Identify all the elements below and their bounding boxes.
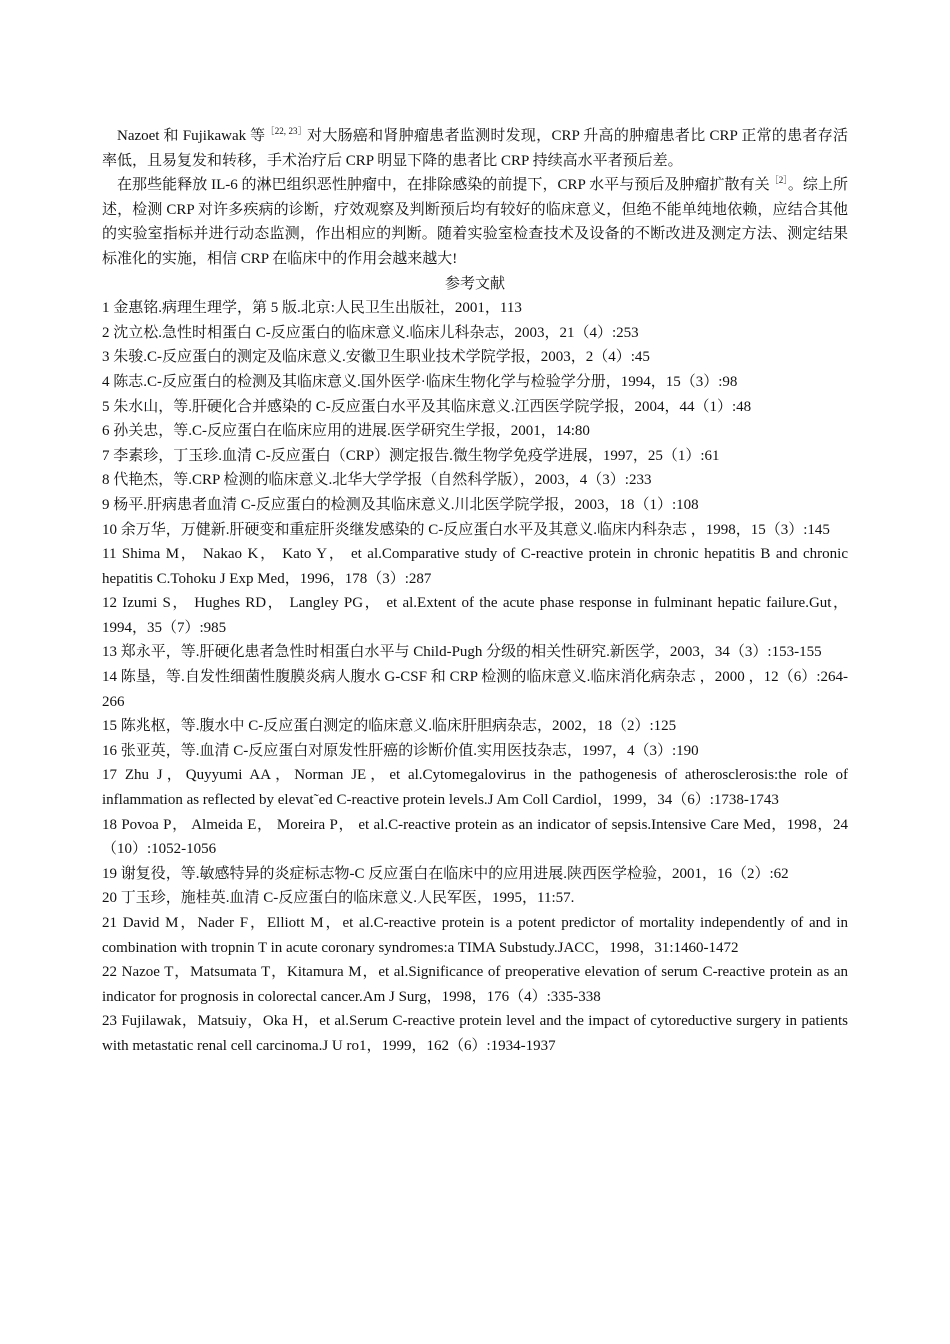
citation-superscript: ［22, 23］ (265, 126, 308, 136)
reference-item: 20 丁玉珍，施桂英.血清 C-反应蛋白的临床意义.人民军医，1995，11:57. (102, 890, 575, 907)
reference-item: 10 余万华，万健新.肝硬变和重症肝炎继发感染的 C-反应蛋白水平及其意义.临床内科杂志 ，1998，15（3）:145 (102, 521, 830, 538)
reference-item: 5 朱水山，等.肝硬化合并感染的 C-反应蛋白水平及其临床意义.江西医学院学报，2004，44（1）:48 (102, 398, 752, 415)
reference-item: 3 朱骏.C-反应蛋白的测定及临床意义.安徽卫生职业技术学院学报，2003，2（4）:45 (102, 349, 650, 366)
references-heading: 参考文献 (444, 275, 505, 292)
paragraph-text: 对大肠癌和肾肿瘤患者监测时发现，CRP 升高的肿瘤患者比 CRP 正常的患者存活率低，且易复发和转移，手术治疗后 CRP 明显下降的患者比 CRP 持续高水平者预后差。 (102, 128, 848, 169)
reference-item: 8 代艳杰，等.CRP 检测的临床意义.北华大学学报（自然科学版），2003，4（3）:233 (102, 472, 652, 489)
paragraph-text: 在那些能释放 IL-6 的淋巴组织恶性肿瘤中，在排除感染的前提下，CRP 水平与预后及肿瘤扩散有关 (117, 177, 770, 194)
reference-item: 14 陈垦，等.自发性细菌性腹膜炎病人腹水 G-CSF 和 CRP 检测的临床意义.临床消化病杂志 ，2000 ，12（6）:264-266 (102, 669, 848, 710)
reference-item: 7 李素珍，丁玉珍.血清 C-反应蛋白（CRP）测定报告.微生物学免疫学进展，1997，25（1）:61 (102, 447, 720, 464)
reference-item: 1 金惠铭.病理生理学，第 5 版.北京:人民卫生出版社，2001，113 (102, 300, 522, 317)
reference-item: 17 Zhu J，Quyyumi AA，Norman JE，et al.Cytomegalovirus in the pathogenesis of atherosclerosis:the role of inflammation as reflected by elevat˜ed C-reactive protein levels.J Am Coll Cardiol，1999，34（6）:1738-1743 (102, 767, 848, 809)
reference-item: 6 孙关忠，等.C-反应蛋白在临床应用的进展.医学研究生学报，2001，14:80 (102, 423, 590, 440)
paragraph-text: Nazoet 和 Fujikawak 等 (117, 128, 266, 144)
reference-list (102, 296, 848, 1058)
reference-item: 21 David M，Nader F，Elliott M，et al.C-reactive protein is a potent predictor of mortality independently of and in combination with tropnin T in acute coronary syndromes:a TIMA Substudy.JACC，1998，31:1460-1472 (102, 915, 848, 956)
reference-item: 12 Izumi S， Hughes RD， Langley PG， et al.Extent of the acute phase response in fulminant hepatic failure.Gut，1994，35（7）:985 (102, 595, 848, 636)
body-paragraph (102, 173, 848, 271)
reference-item: 13 郑永平，等.肝硬化患者急性时相蛋白水平与 Child-Pugh 分级的相关性研究.新医学，2003，34（3）:153-155 (102, 644, 822, 661)
citation-superscript: ［2］ (769, 175, 788, 186)
body-paragraph (102, 124, 848, 173)
reference-item: 9 杨平.肝病患者血清 C-反应蛋白的检测及其临床意义.川北医学院学报，2003，18（1）:108 (102, 496, 699, 513)
reference-item: 19 谢复役，等.敏感特异的炎症标志物-C 反应蛋白在临床中的应用进展.陕西医学检验，2001，16（2）:62 (102, 865, 789, 882)
reference-item: 18 Povoa P， Almeida E， Moreira P， et al.C-reactive protein as an indicator of sepsis.Intensive Care Med，1998，24（10）:1052-1056 (102, 816, 848, 858)
reference-item: 4 陈志.C-反应蛋白的检测及其临床意义.国外医学·临床生物化学与检验学分册，1994，15（3）:98 (102, 373, 738, 390)
reference-item: 23 Fujilawak，Matsuiy，Oka H，et al.Serum C-reactive protein level and the impact of cytoreductive surgery in patients with metastatic renal cell carcinoma.J U ro1，1999，162（6）:1934-1937 (102, 1013, 848, 1054)
reference-item: 2 沈立松.急性时相蛋白 C-反应蛋白的临床意义.临床儿科杂志，2003，21（4）:253 (102, 324, 639, 341)
document-body (102, 124, 848, 1059)
reference-item: 11 Shima M， Nakao K， Kato Y， et al.Comparative study of C-reactive protein in chronic hepatitis B and chronic hepatitis C.Tohoku J Exp Med，1996，178（3）:287 (102, 546, 848, 587)
paragraph-text: 。综上所述，检测 CRP 对许多疾病的诊断，疗效观察及判断预后均有较好的临床意义，但绝不能单纯地依赖，应结合其他的实验室指标并进行动态监测，作出相应的判断。随着实验室检查技术及设备的不断改进及测定方法、测定结果标准化的实施，相信 CRP 在临床中的作用会越来越大! (102, 177, 848, 267)
reference-item: 22 Nazoe T，Matsumata T，Kitamura M，et al.Significance of preoperative elevation of serum C-reactive protein as an indicator for prognosis in colorectal cancer.Am J Surg，1998，176（4）:335-338 (102, 964, 848, 1005)
reference-item: 16 张亚英，等.血清 C-反应蛋白对原发性肝癌的诊断价值.实用医技杂志，1997，4（3）:190 (102, 742, 699, 759)
reference-item: 15 陈兆枢，等.腹水中 C-反应蛋白测定的临床意义.临床肝胆病杂志，2002，18（2）:125 (102, 718, 677, 735)
